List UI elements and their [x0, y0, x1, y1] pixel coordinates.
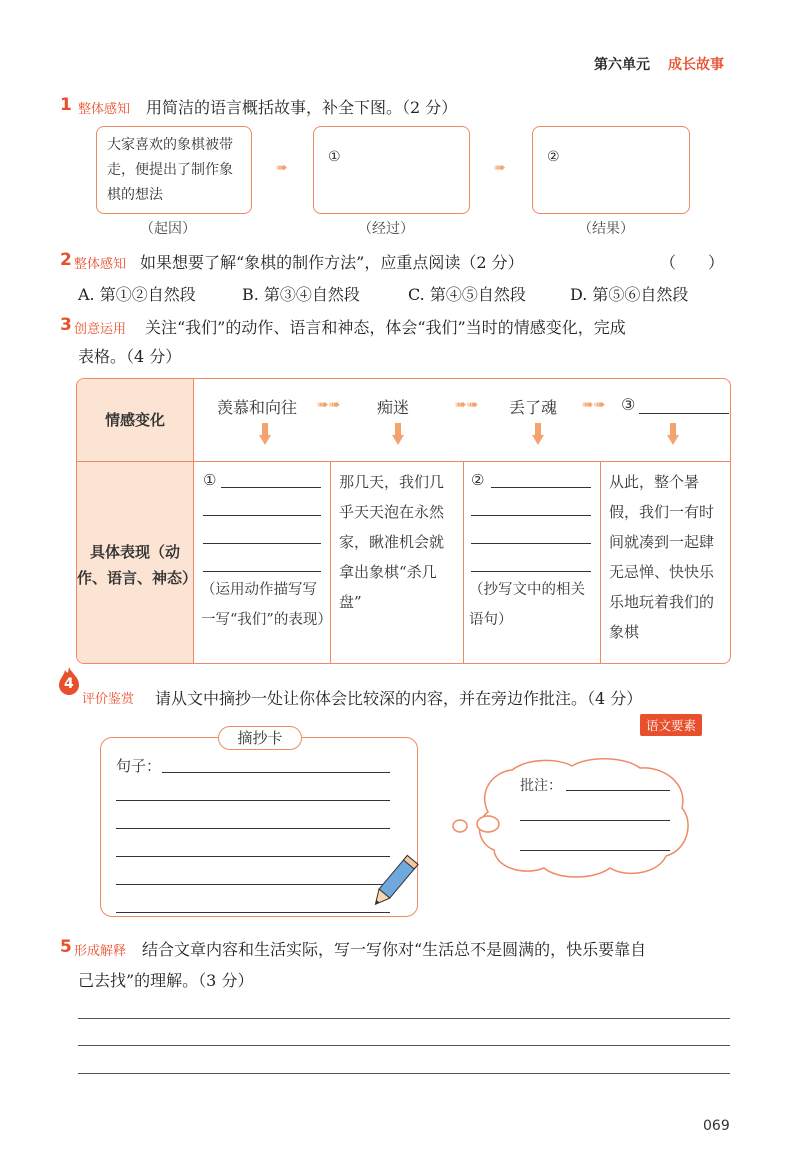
emotion-4-mark: ③ [621, 395, 636, 414]
q2-answer-paren[interactable]: （ ） [660, 253, 725, 272]
cell1-blank[interactable] [203, 571, 321, 572]
cell2-text: 那几天，我们几乎天天泡在永然家，瞅准机会就拿出象棋“杀几盘” [339, 473, 445, 611]
q2-tag: 整体感知 [74, 257, 127, 272]
row-label-expression-line1: 具体表现（动 [89, 543, 180, 561]
note-bubble [448, 756, 696, 880]
q1-tag: 整体感知 [78, 102, 131, 117]
cell1-mark: ① [203, 471, 217, 489]
sentence-blank[interactable] [162, 772, 390, 773]
emotion-1: 羡慕和向往 [217, 398, 298, 417]
q5-prompt-line1: 结合文章内容和生活实际，写一写你对“生活总不是圆满的，快乐要靠自 [142, 940, 647, 959]
q3-prompt-line2: 表格。（4 分） [78, 347, 182, 366]
q2-number: 2 [60, 250, 72, 270]
sentence-blank[interactable] [116, 800, 390, 801]
sentence-blank[interactable] [116, 828, 390, 829]
unit-title: 成长故事 [668, 57, 724, 73]
cell1-blank[interactable] [221, 487, 321, 488]
sentence-label: 句子： [116, 757, 162, 775]
q1-cause-text: 大家喜欢的象棋被带走，便提出了制作象棋的想法 [107, 137, 233, 203]
emotion-table [76, 378, 731, 664]
q1-caption-cause: （起因） [140, 221, 196, 237]
q5-answer-line[interactable] [78, 1073, 730, 1074]
q1-number: 1 [60, 95, 72, 115]
cell3-blank[interactable] [491, 487, 591, 488]
row-label-emotion: 情感变化 [104, 411, 165, 429]
q4-tag: 评价鉴赏 [82, 692, 135, 707]
q1-prompt: 用简洁的语言概括故事，补全下图。（2 分） [146, 98, 458, 117]
q4-prompt: 请从文中摘抄一处让你体会比较深的内容，并在旁边作批注。（4 分） [155, 689, 643, 708]
q1-process-mark: ① [328, 149, 341, 165]
arrow-icon: ➠ [276, 160, 288, 176]
down-arrow-icon [259, 423, 271, 445]
cell3-blank[interactable] [471, 515, 591, 516]
q1-cause-box [96, 126, 252, 214]
q2-prompt: 如果想要了解“象棋的制作方法”，应重点阅读（2 分） [140, 253, 524, 272]
note-blank[interactable] [566, 790, 670, 791]
badge: 语文要素 [640, 714, 702, 736]
q5-answer-line[interactable] [78, 1018, 730, 1019]
cell1-blank[interactable] [203, 515, 321, 516]
q2-option-b[interactable]: B. 第③④自然段 [242, 285, 360, 304]
arrow-icon: ➠➠ [582, 397, 606, 413]
q1-caption-process: （经过） [358, 221, 414, 237]
cell3-blank[interactable] [471, 543, 591, 544]
arrow-icon: ➠ [494, 160, 506, 176]
row-label-expression-line2: 作、语言、神态） [77, 569, 198, 587]
pencil-icon [360, 850, 424, 916]
q5-number: 5 [60, 937, 72, 957]
note-blank[interactable] [520, 850, 670, 851]
q2-option-a[interactable]: A. 第①②自然段 [78, 285, 196, 304]
arrow-icon: ➠➠ [455, 397, 479, 413]
cell3-hint: （抄写文中的相关语句） [469, 582, 585, 628]
cell4-text: 从此，整个暑假，我们一有时间就凑到一起肆无忌惮、快快乐乐地玩着我们的象棋 [609, 473, 715, 641]
sentence-blank[interactable] [116, 856, 390, 857]
q5-prompt-line2: 己去找”的理解。（3 分） [78, 971, 254, 990]
cell1-hint: （运用动作描写写一写“我们”的表现） [201, 582, 332, 628]
note-blank[interactable] [520, 820, 670, 821]
cell3-mark: ② [471, 471, 485, 489]
note-label: 批注： [520, 778, 562, 794]
cell3-blank[interactable] [471, 571, 591, 572]
unit-label: 第六单元 [594, 57, 650, 73]
q2-option-d[interactable]: D. 第⑤⑥自然段 [570, 285, 689, 304]
q2-option-c[interactable]: C. 第④⑤自然段 [408, 285, 526, 304]
sentence-blank[interactable] [116, 884, 390, 885]
q1-result-mark: ② [547, 149, 560, 165]
q3-tag: 创意运用 [74, 322, 127, 337]
emotion-3: 丢了魂 [509, 398, 558, 417]
q5-tag: 形成解释 [74, 944, 127, 959]
emotion-2: 痴迷 [377, 398, 410, 417]
arrow-icon: ➠➠ [317, 397, 341, 413]
card-title: 摘抄卡 [218, 726, 302, 750]
sentence-blank[interactable] [116, 912, 390, 913]
q1-caption-result: （结果） [578, 221, 634, 237]
q4-number: 4 [64, 676, 74, 692]
row-label-expression [77, 539, 198, 591]
emotion-4-blank[interactable] [639, 413, 729, 414]
page-number: 069 [703, 1118, 730, 1134]
down-arrow-icon [532, 423, 544, 445]
q3-prompt-line1: 关注“我们”的动作、语言和神态，体会“我们”当时的情感变化，完成 [145, 318, 626, 337]
q1-process-box[interactable] [313, 126, 470, 214]
down-arrow-icon [667, 423, 679, 445]
down-arrow-icon [392, 423, 404, 445]
q1-result-box[interactable] [532, 126, 690, 214]
q3-number: 3 [60, 315, 72, 335]
cell1-blank[interactable] [203, 543, 321, 544]
q5-answer-line[interactable] [78, 1045, 730, 1046]
